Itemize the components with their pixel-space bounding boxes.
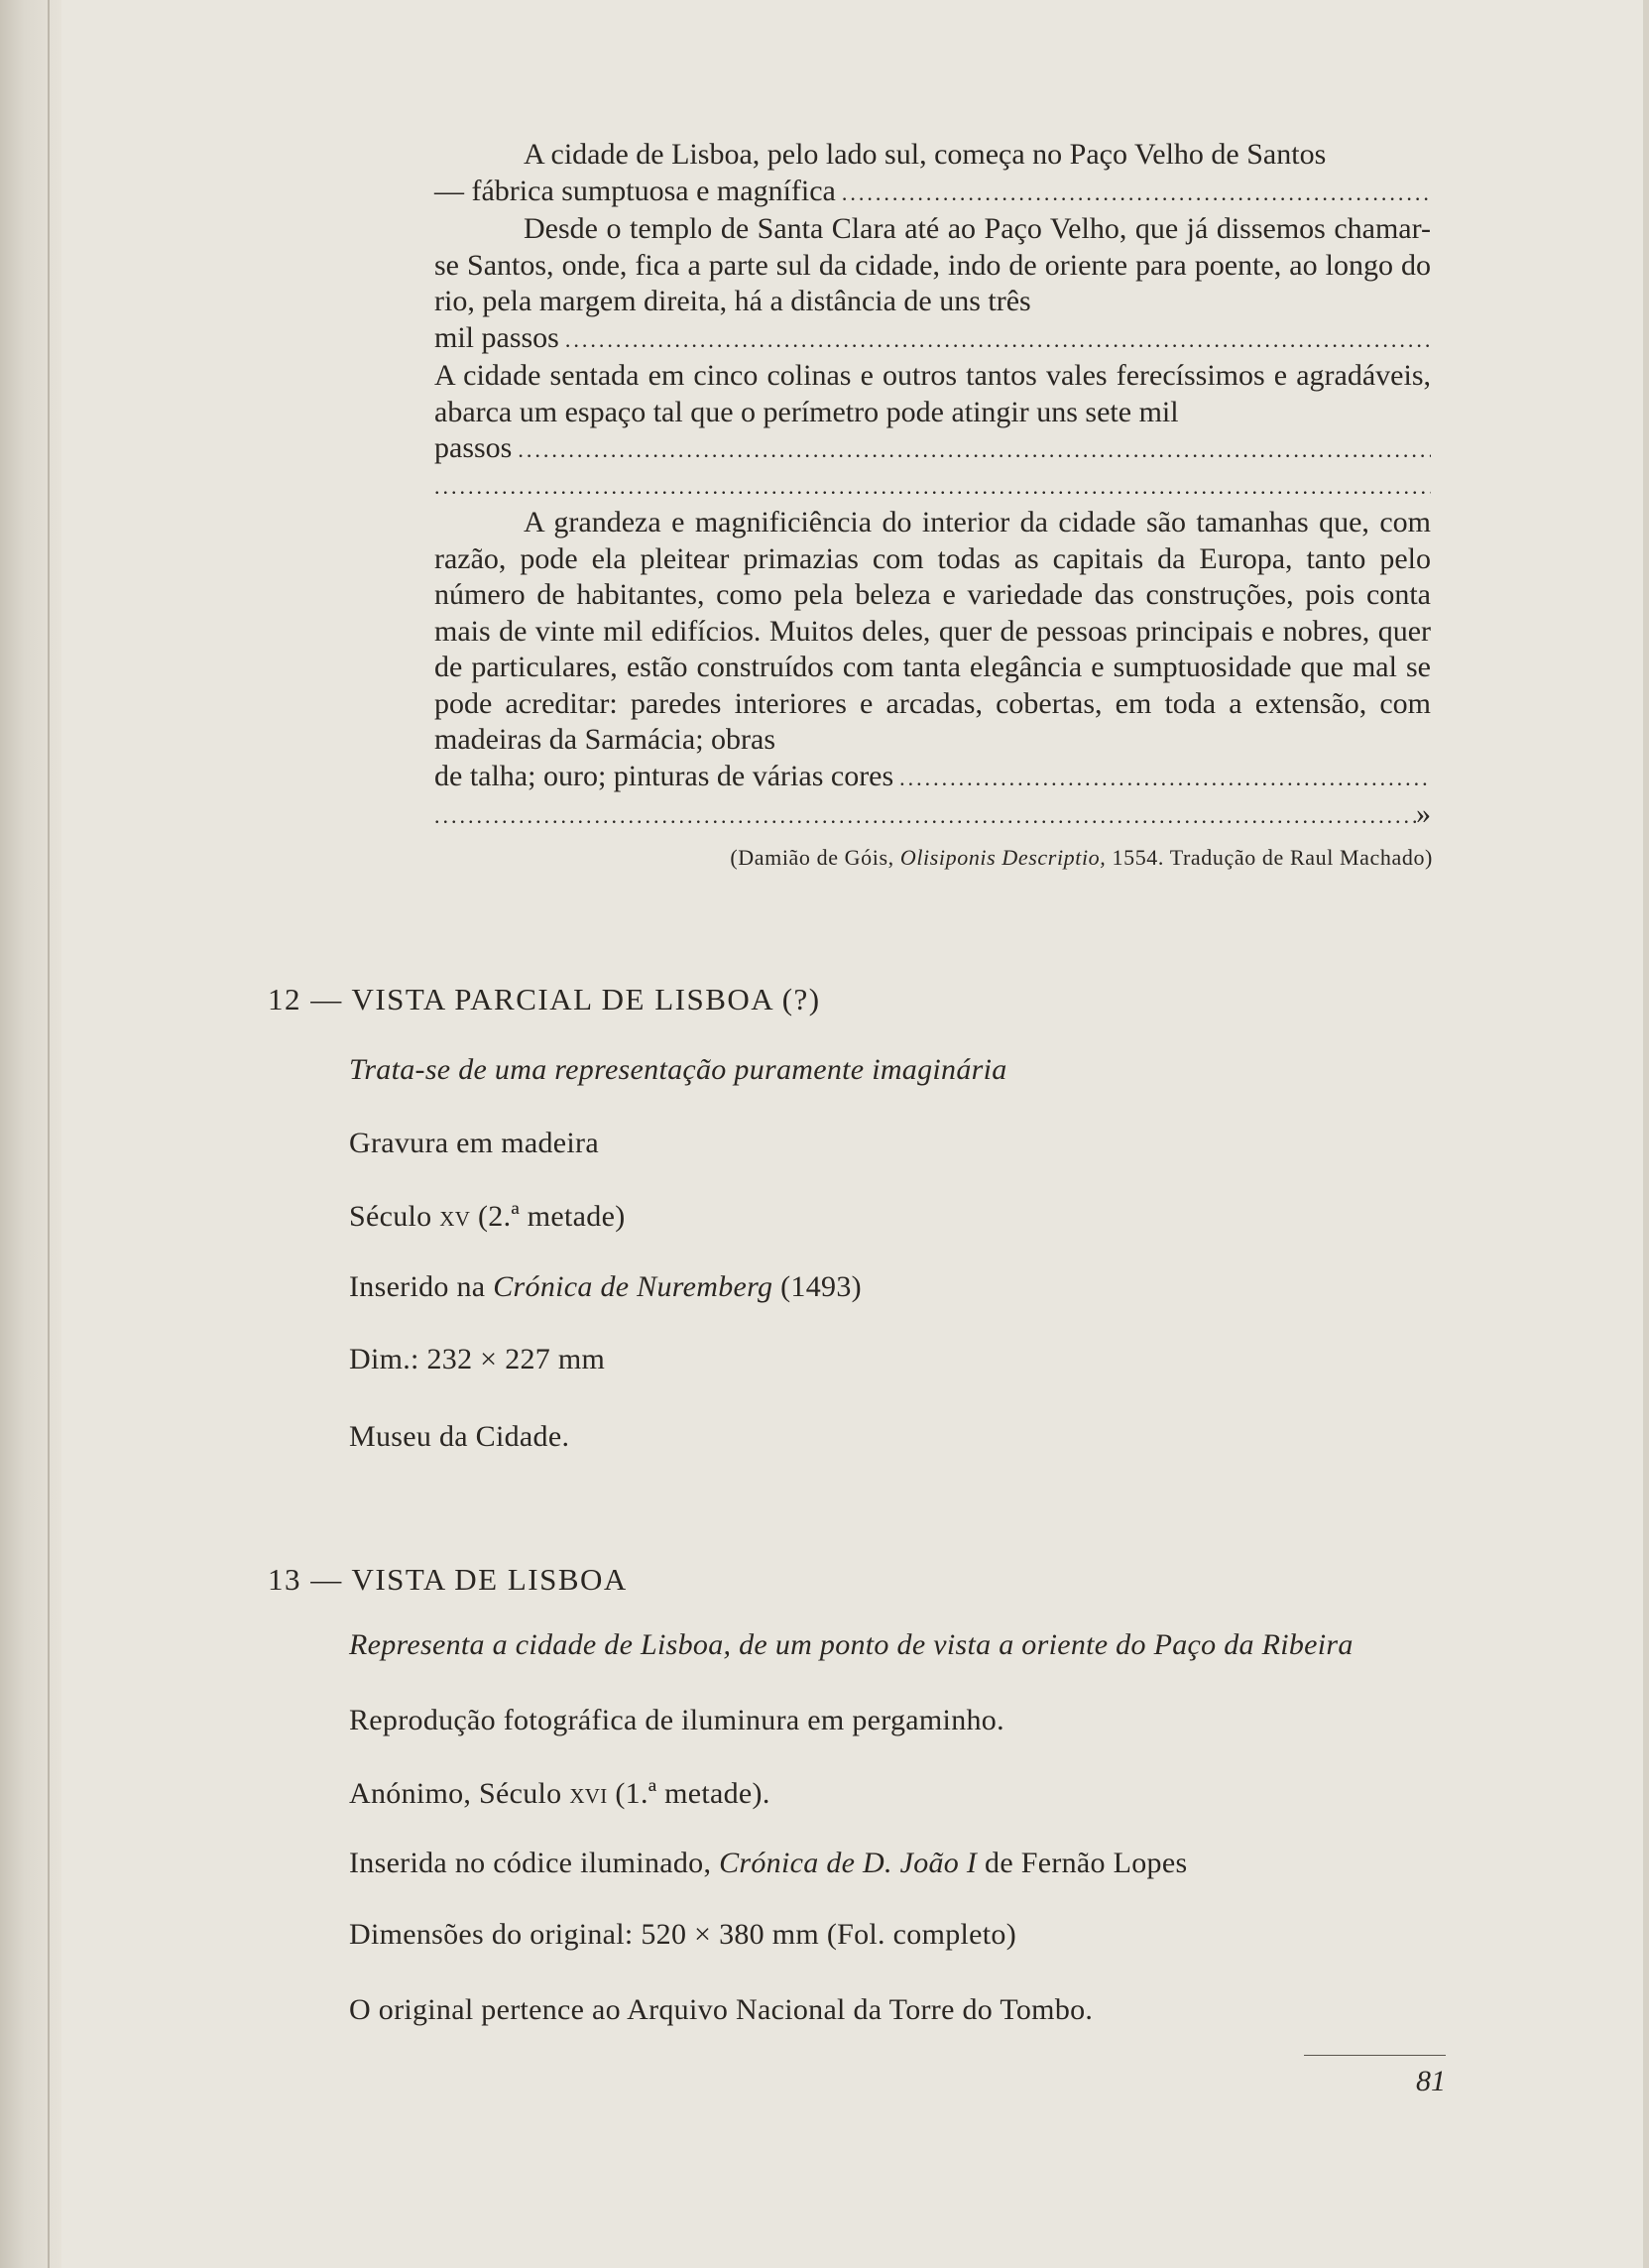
inserted-title: Crónica de Nuremberg	[493, 1270, 773, 1303]
inserted-title: Crónica de D. João I	[719, 1847, 978, 1879]
closing-quote-mark: »	[1416, 797, 1431, 830]
century-roman: xvi	[569, 1777, 608, 1810]
item-12-heading: 12 — VISTA PARCIAL DE LISBOA (?)	[268, 982, 821, 1016]
quote-line: — fábrica sumptuosa e magnífica	[434, 174, 836, 207]
author-label: Anónimo, Século	[349, 1777, 562, 1810]
item-12-inserted	[349, 1270, 862, 1304]
century-note: (1.ª metade).	[615, 1777, 770, 1810]
ellipsis-line	[434, 469, 1431, 506]
dotted-leader	[565, 322, 1431, 359]
century-roman: xv	[439, 1200, 471, 1233]
century-label: Século	[349, 1200, 432, 1233]
item-12-technique: Gravura em madeira	[349, 1127, 599, 1159]
inserted-label: Inserido na	[349, 1270, 486, 1303]
inserted-label: Inserida no códice iluminado,	[349, 1847, 712, 1879]
dotted-leader	[842, 176, 1431, 212]
quote-line: de talha; ouro; pinturas de várias cores	[434, 759, 894, 792]
quote-line-leader	[434, 430, 1431, 469]
quote-line-leader	[434, 320, 1431, 359]
footer-rule	[1304, 2055, 1446, 2056]
item-13-inserted	[349, 1847, 1187, 1880]
quote-paragraph: A grandeza e magnificiência do interior da cidade são tamanhas que, com razão, pode ela pleitear primazias com todas as capitais da Europa, tanto pelo número de habitantes, como pela beleza e variedade das construções, pois conta mais de vinte mil edifícios. Muitos deles, quer de pessoas principais e nobres, quer de particulares, estão construídos com tanta elegância e sumptuosidade que mal se pode acreditar: paredes interiores e arcadas, cobertas, em toda a extensão, com madeiras da Sarmácia; obras	[434, 506, 1431, 756]
citation-author: (Damião de Góis,	[730, 845, 894, 870]
item-12-dimensions: Dim.: 232 × 227 mm	[349, 1343, 606, 1375]
item-13-author	[349, 1777, 770, 1811]
dotted-leader	[434, 469, 1431, 506]
item-13-description: Representa a cidade de Lisboa, de um ponto de vista a oriente do Paço da Ribeira	[349, 1628, 1354, 1661]
citation-title: Olisiponis Descriptio,	[899, 845, 1107, 870]
dotted-leader	[899, 761, 1431, 797]
citation	[730, 845, 1433, 871]
quote-paragraph: Desde o templo de Santa Clara até ao Paço Velho, que já dissemos chamar-se Santos, onde, fica a parte sul da cidade, indo de oriente para poente, ao longo do rio, pela margem direita, há a distância de uns três	[434, 212, 1431, 317]
dotted-leader	[518, 432, 1431, 469]
citation-details: 1554. Tradução de Raul Machado)	[1112, 845, 1433, 870]
page-number: 81	[1416, 2065, 1446, 2097]
quotation-block	[434, 137, 1431, 835]
inserted-author: de Fernão Lopes	[985, 1847, 1188, 1879]
dotted-leader	[434, 798, 1416, 835]
item-13-dimensions: Dimensões do original: 520 × 380 mm (Fol. completo)	[349, 1918, 1016, 1951]
ellipsis-line	[434, 796, 1431, 835]
quote-line-leader	[434, 759, 1431, 797]
quote-line: A cidade de Lisboa, pelo lado sul, começa no Paço Velho de Santos	[524, 138, 1327, 171]
item-13-heading: 13 — VISTA DE LISBOA	[268, 1562, 628, 1597]
item-12-description: Trata-se de uma representação puramente imaginária	[349, 1053, 1007, 1086]
item-13-technique: Reprodução fotográfica de iluminura em pergaminho.	[349, 1704, 1004, 1736]
quote-paragraph: A cidade sentada em cinco colinas e outros tantos vales ferecíssimos e agradáveis, abarca um espaço tal que o perímetro pode atingir uns sete mil	[434, 359, 1431, 428]
quote-line-leader	[434, 174, 1431, 212]
item-12-century	[349, 1200, 626, 1234]
item-12-location: Museu da Cidade.	[349, 1420, 570, 1453]
quote-line: mil passos	[434, 320, 559, 354]
quote-line: passos	[434, 431, 513, 464]
century-note: (2.ª metade)	[478, 1200, 626, 1233]
inserted-year: (1493)	[780, 1270, 862, 1303]
item-13-location: O original pertence ao Arquivo Nacional da Torre do Tombo.	[349, 1993, 1094, 2026]
